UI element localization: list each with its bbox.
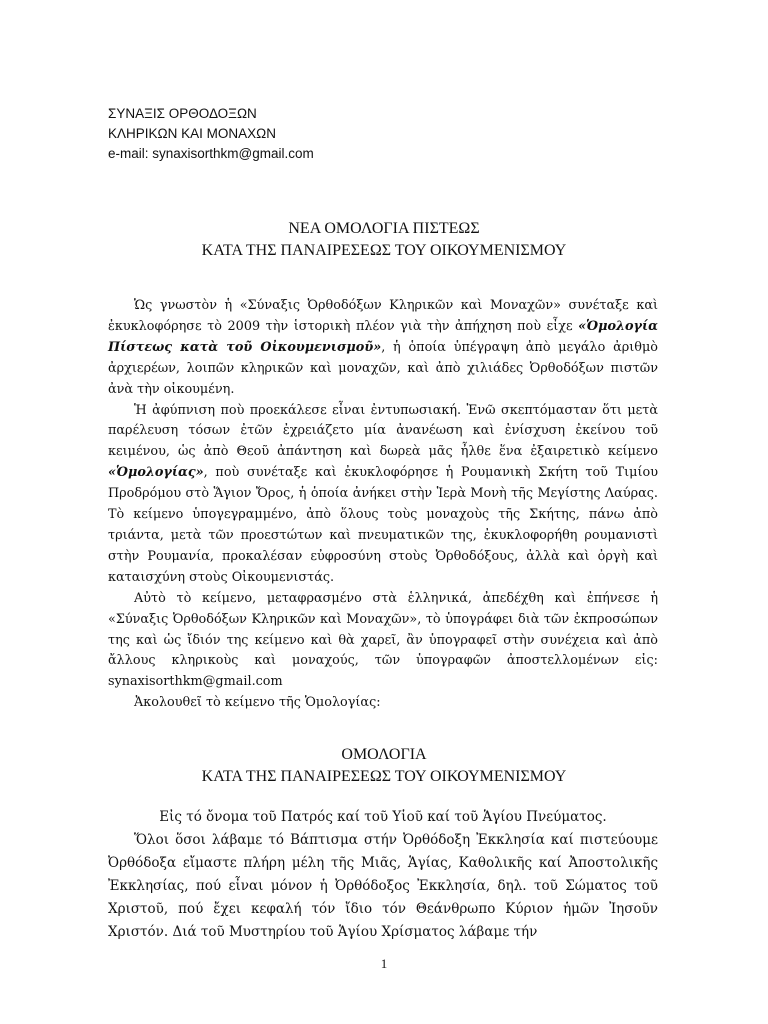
header-line-organization: ΣΥΝΑΞΙΣ ΟΡΘΟΔΟΞΩΝ (108, 106, 257, 121)
confession-title-line2: ΚΑΤΑ ΤΗΣ ΠΑΝΑΙΡΕΣΕΩΣ ΤΟΥ ΟΙΚΟΥΜΕΝΙΣΜΟΥ (201, 768, 567, 785)
main-title (100, 218, 668, 262)
intro-p1-text-a: Ὡς γνωστὸν ἡ «Σύναξις Ὀρθοδόξων Κληρικῶν καὶ Μοναχῶν» συνέταξε καὶ ἐκυκλοφόρησε τὸ 2009 τὴν ἱστορικὴ πλέον γιὰ τὴν ἀπήχηση ποὺ εἶχε (108, 298, 658, 334)
intro-p1-bold-title: «Ὁμολογία Πίστεως κατὰ τοῦ Οἰκουμενισμοῦ» (108, 318, 658, 355)
intro-paragraph-1 (108, 296, 658, 401)
confession-paragraph-1: Ὅλοι ὅσοι λάβαμε τό Βάπτισμα στήν Ὀρθόδοξη Ἐκκλησία καί πιστεύουμε Ὀρθόδοξα εἴμαστε πλήρη μέλη τῆς Μιᾶς, Ἁγίας, Καθολικῆς καί Ἀποστολικῆς Ἐκκλησίας, πού εἶναι μόνον ἡ Ὀρθόδοξος Ἐκκλησία, δηλ. τοῦ Σώματος τοῦ Χριστοῦ, πού ἔχει κεφαλή τόν ἴδιο τόν Θεάνθρωπο Κύριον ἡμῶν Ἰησοῦν Χριστόν. Διά τοῦ Μυστηρίου τοῦ Ἁγίου Χρίσματος λάβαμε τήν (108, 832, 658, 940)
introduction-text (108, 296, 658, 714)
intro-p2-text-a: Ἡ ἀφύπνιση ποὺ προεκάλεσε εἶναι ἐντυπωσιακή. Ἐνῶ σκεπτόμασταν ὅτι μετὰ παρέλευση τόσων ἐτῶν ἐχρειάζετο μία ἀνανέωση καὶ ἐνίσχυση ἐκείνου τοῦ κειμένου, ὡς ἀπὸ Θεοῦ ἀπάντηση καὶ δωρεὰ μᾶς ἦλθε ἕνα ἐξαιρετικὸ κείμενο (108, 402, 658, 460)
sender-header (108, 104, 314, 164)
main-title-line2: ΚΑΤΑ ΤΗΣ ΠΑΝΑΙΡΕΣΕΩΣ ΤΟΥ ΟΙΚΟΥΜΕΝΙΣΜΟΥ (201, 242, 567, 259)
intro-paragraph-4: Ἀκολουθεῖ τὸ κείμενο τῆς Ὁμολογίας: (134, 695, 381, 711)
intro-p2-bold-title: «Ὁμολογίας» (108, 465, 204, 481)
intro-p1-text-b: , ἡ ὁποία ὑπέγραψη ἀπὸ μεγάλο ἀριθμὸ ἀρχιερέων, λοιπῶν κληρικῶν καὶ μοναχῶν, καὶ ἀπὸ χιλιάδες Ὀρθοδόξων πιστῶν ἀνὰ τὴν οἰκουμένη. (108, 339, 659, 397)
main-title-line1: ΝΕΑ ΟΜΟΛΟΓΙΑ ΠΙΣΤΕΩΣ (288, 220, 480, 237)
invocation: Εἰς τό ὄνομα τοῦ Πατρός καί τοῦ Υἱοῦ καί τοῦ Ἁγίου Πνεύματος. (159, 809, 607, 825)
intro-p2-text-b: , ποὺ συνέταξε καὶ ἐκυκλοφόρησε ἡ Ρουμανικὴ Σκήτη τοῦ Τιμίου Προδρόμου στὸ Ἅγιον Ὄρος, ἡ ὁποία ἀνήκει στὴν Ἱερὰ Μονὴ τῆς Μεγίστης Λαύρας. Τὸ κείμενο ὑπογεγραμμένο, ἀπὸ ὅλους τοὺς μοναχοὺς τῆς Σκήτης, πάνω ἀπὸ τριάντα, μετὰ τῶν προεστώτων καὶ πνευματικῶν της, ἐκυκλοφορήθη ρουμανιστὶ στὴν Ρουμανία, προκαλέσαν εὐφροσύνη στοὺς Ὀρθοδόξους, ἀλλὰ καὶ ὀργὴ καὶ καταισχύνη στοὺς Οἰκουμενιστάς. (108, 465, 658, 585)
header-email: e-mail: synaxisorthkm@gmail.com (108, 146, 314, 161)
confession-text (108, 806, 658, 944)
intro-paragraph-3: Αὐτὸ τὸ κείμενο, μεταφρασμένο στὰ ἑλληνικά, ἀπεδέχθη καὶ ἐπήνεσε ἡ «Σύναξις Ὀρθοδόξων Κληρικῶν καὶ Μοναχῶν», τὸ ὑπογράφει διὰ τῶν ἐκπροσώπων της καὶ ὡς ἴδιόν της κείμενο καὶ θὰ χαρεῖ, ἂν ὑπογραφεῖ στὴν συνέχεια καὶ ἀπὸ ἄλλους κληρικοὺς καὶ μοναχούς, τῶν ὑπογραφῶν ἀποστελλομένων εἰς: synaxisorthkm@gmail.com (108, 590, 658, 690)
intro-paragraph-2 (108, 401, 658, 589)
confession-title (100, 744, 668, 788)
page-number: 1 (380, 956, 388, 971)
confession-title-line1: ΟΜΟΛΟΓΙΑ (341, 746, 427, 763)
header-line-subtitle: ΚΛΗΡΙΚΩΝ ΚΑΙ ΜΟΝΑΧΩΝ (108, 126, 276, 141)
